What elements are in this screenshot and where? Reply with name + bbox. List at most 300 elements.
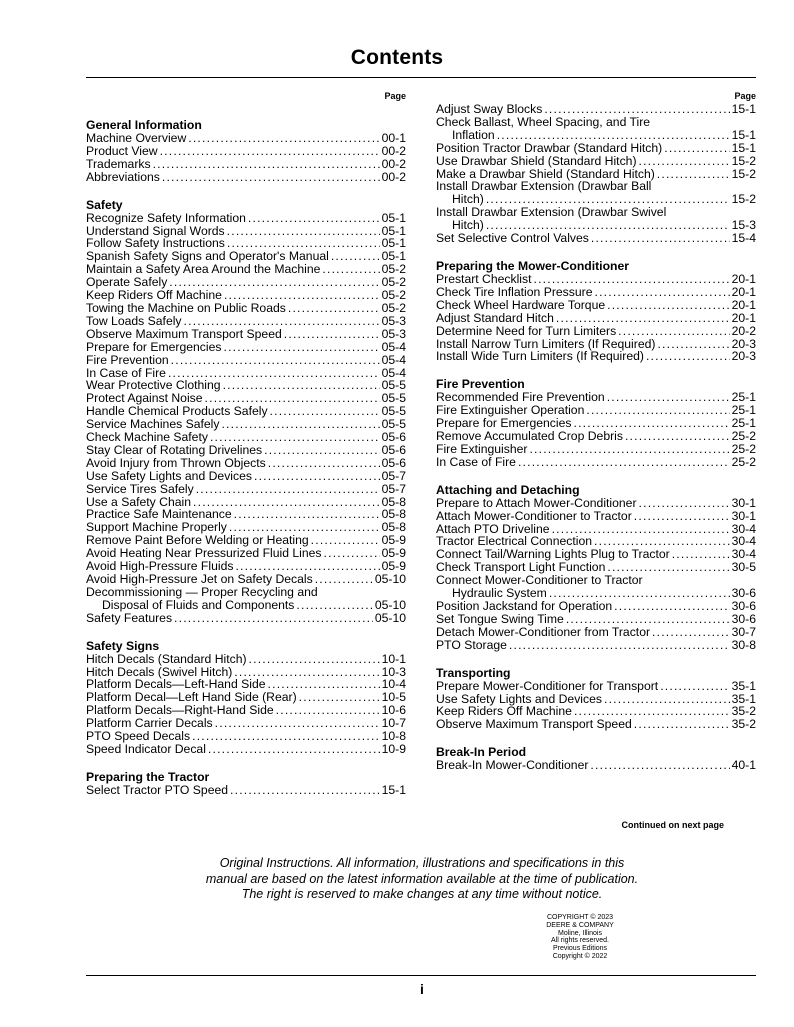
toc-entry[interactable] (86, 354, 406, 367)
toc-entry-page: 15-3 (731, 218, 756, 233)
toc-entry-label: Trademarks (86, 156, 151, 171)
toc-entry-label: Abbreviations (86, 169, 160, 184)
toc-entry-label: Check Transport Light Function (436, 560, 606, 575)
toc-entry-label: Use a Safety Chain (86, 494, 192, 509)
toc-entry-label: Service Tires Safely (86, 481, 194, 496)
leader-dots (534, 273, 730, 286)
toc-entry-page: 05-9 (381, 546, 406, 561)
leader-dots (171, 354, 380, 367)
toc-entry-label: Connect Mower-Conditioner to Tractor (436, 573, 643, 588)
toc-entry-label: Remove Paint Before Welding or Heating (86, 533, 309, 548)
leader-dots (276, 704, 380, 717)
toc-entry-page: 05-5 (381, 404, 406, 419)
toc-entry-label: Attach PTO Driveline (436, 521, 550, 536)
toc-entry[interactable] (436, 142, 756, 155)
leader-dots (188, 132, 379, 145)
section-title: Break-In Period (436, 745, 527, 760)
toc-entry-page: 05-2 (381, 288, 406, 303)
toc-entry-label: Keep Riders Off Machine (86, 288, 222, 303)
toc-entry-label: Avoid High-Pressure Jet on Safety Decals (86, 572, 313, 586)
toc-entry-label: PTO Storage (436, 637, 507, 652)
toc-entry-page: 05-3 (381, 326, 406, 341)
toc-entry-label: Position Tractor Drawbar (Standard Hitch) (436, 140, 663, 155)
toc-entry-page: 30-7 (731, 624, 756, 639)
toc-entry-page: 05-1 (381, 223, 406, 238)
toc-entry-label: Prepare for Emergencies (436, 416, 572, 431)
toc-entry-page: 35-2 (731, 717, 756, 732)
toc-entry-page: 30-6 (731, 586, 756, 601)
toc-entry-label: Avoid Injury from Thrown Objects (86, 455, 266, 470)
toc-entry-page: 05-6 (381, 455, 406, 470)
toc-entry-page: 10-5 (381, 690, 406, 705)
toc-entry-label-continued: Hitch) (452, 192, 484, 207)
toc-entry-page: 05-9 (381, 533, 406, 548)
toc-entry-page: 35-2 (731, 704, 756, 719)
toc-entry-page: 05-4 (381, 352, 406, 367)
page-title: Contents (350, 46, 444, 69)
section-title: Safety (86, 197, 123, 212)
leader-dots (160, 145, 380, 158)
toc-entry-page: 30-6 (731, 599, 756, 613)
toc-entry[interactable] (86, 328, 406, 341)
section-title: Safety Signs (86, 638, 160, 653)
toc-entry-page: 10-6 (381, 703, 406, 718)
toc-entry-label-continued: Inflation (452, 127, 495, 142)
notice-line: Original Instructions. All information, illustrations and specifications in this (219, 856, 625, 870)
leader-dots (196, 483, 380, 496)
toc-entry-label: PTO Speed Decals (86, 729, 191, 744)
toc-entry-label: Detach Mower-Conditioner from Tractor (436, 624, 651, 639)
section-title: Attaching and Detaching (436, 482, 580, 497)
toc-entry-page: 05-8 (381, 507, 406, 522)
toc-entry[interactable] (436, 443, 756, 456)
toc-entry[interactable] (436, 613, 756, 626)
toc-entry-label: Platform Carrier Decals (86, 716, 213, 731)
toc-entry-page: 20-1 (731, 271, 756, 286)
toc-entry-page: 25-1 (731, 390, 756, 405)
toc-entry-page: 05-9 (381, 559, 406, 574)
toc-entry-label: Set Selective Control Valves (436, 231, 589, 246)
leader-dots (324, 547, 380, 560)
leader-dots (634, 510, 730, 523)
leader-dots (614, 600, 729, 613)
toc-entry-label: Follow Safety Instructions (86, 236, 225, 251)
toc-entry-page: 30-6 (731, 611, 756, 626)
toc-entry-page: 40-1 (731, 758, 756, 773)
leader-dots (497, 129, 730, 142)
toc-entry-page: 15-2 (731, 153, 756, 168)
leader-dots (288, 302, 380, 315)
leader-dots (230, 784, 380, 797)
copyright-block (540, 914, 620, 961)
leader-dots (586, 404, 729, 417)
leader-dots (264, 444, 379, 457)
toc-entry-label: Attach Mower-Conditioner to Tractor (436, 508, 632, 523)
page-column-header: Page (384, 91, 406, 101)
toc-entry-page: 15-4 (731, 231, 756, 246)
toc-entry-page: 05-5 (381, 417, 406, 432)
leader-dots (657, 168, 730, 181)
toc-entry-page: 20-1 (731, 310, 756, 325)
toc-entry-page: 05-6 (381, 442, 406, 457)
toc-entry-label: Operate Safely (86, 275, 168, 290)
leader-dots (594, 286, 729, 299)
toc-entry-label: In Case of Fire (86, 365, 166, 380)
toc-entry-label: Keep Riders Off Machine (436, 704, 572, 719)
copyright-line: Previous Editions (552, 945, 608, 953)
toc-entry[interactable] (86, 212, 406, 225)
toc-entry-label: Position Jackstand for Operation (436, 599, 613, 613)
toc-entry[interactable] (436, 273, 756, 286)
toc-entry-page: 25-2 (731, 441, 756, 456)
leader-dots (208, 743, 380, 756)
toc-entry[interactable] (86, 784, 406, 797)
toc-entry[interactable] (436, 497, 756, 510)
toc-entry-page: 10-4 (381, 677, 406, 692)
toc-entry-page: 20-1 (731, 297, 756, 312)
leader-dots (221, 418, 379, 431)
leader-dots (296, 599, 372, 612)
toc-entry-label: Safety Features (86, 610, 173, 625)
toc-entry-label: Support Machine Properly (86, 520, 227, 535)
toc-entry[interactable] (436, 759, 756, 772)
toc-entry-label: Product View (86, 143, 158, 158)
toc-entry-label: Handle Chemical Products Safely (86, 404, 268, 419)
toc-entry[interactable] (436, 129, 756, 142)
toc-entry[interactable] (86, 470, 406, 483)
toc-right-column (436, 89, 756, 787)
toc-entry-label: Adjust Sway Blocks (436, 102, 543, 116)
leader-dots (657, 338, 729, 351)
toc-entry-label: Platform Decals—Left-Hand Side (86, 677, 266, 692)
toc-section (86, 119, 406, 184)
toc-entry-page: 05-2 (381, 275, 406, 290)
section-title: General Information (86, 118, 202, 132)
toc-entry-label: Prepare Mower-Conditioner for Transport (436, 678, 659, 693)
toc-entry[interactable] (86, 743, 406, 756)
toc-entry-page: 05-5 (381, 391, 406, 406)
toc-entry-page: 05-4 (381, 365, 406, 380)
bottom-rule (86, 975, 756, 976)
leader-dots (634, 718, 730, 731)
toc-entry[interactable] (86, 171, 406, 184)
toc-entry-page: 15-2 (731, 192, 756, 207)
leader-dots (625, 430, 730, 443)
toc-entry-page: 15-1 (731, 127, 756, 142)
leader-dots (184, 315, 380, 328)
leader-dots (174, 612, 373, 625)
leader-dots (529, 443, 729, 456)
toc-entry-page: 00-2 (381, 143, 406, 158)
toc-entry-page: 00-2 (381, 156, 406, 171)
toc-entry[interactable] (86, 158, 406, 171)
toc-entry-page: 05-10 (374, 572, 406, 586)
toc-entry-page: 00-2 (381, 169, 406, 184)
toc-entry-page: 20-3 (731, 336, 756, 351)
toc-entry-label: Install Narrow Turn Limiters (If Required) (436, 336, 656, 351)
toc-entry-page: 05-7 (381, 481, 406, 496)
toc-entry-page: 05-3 (381, 313, 406, 328)
toc-entry-label: Observe Maximum Transport Speed (86, 326, 282, 341)
toc-entry[interactable] (436, 680, 756, 693)
toc-entry-page: 05-2 (381, 262, 406, 277)
toc-entry-page: 05-2 (381, 300, 406, 315)
leader-dots (268, 457, 380, 470)
leader-dots (672, 548, 730, 561)
toc-entry-page: 10-1 (381, 651, 406, 666)
toc-entry[interactable] (436, 430, 756, 443)
toc-entry-page: 25-2 (731, 454, 756, 469)
toc-entry-label: Check Machine Safety (86, 430, 208, 445)
leader-dots (153, 158, 380, 171)
leader-dots (210, 431, 380, 444)
leader-dots (227, 225, 380, 238)
toc-entry-page: 10-8 (381, 729, 406, 744)
leader-dots (607, 391, 730, 404)
toc-entry-page: 30-1 (731, 495, 756, 510)
toc-entry[interactable] (436, 600, 756, 613)
leader-dots (590, 759, 729, 772)
toc-section (436, 667, 756, 732)
toc-entry[interactable] (436, 312, 756, 325)
toc-entry-page: 30-4 (731, 521, 756, 536)
toc-entry-label: Use Safety Lights and Devices (86, 468, 252, 483)
toc-entry-label: Check Tire Inflation Pressure (436, 284, 593, 299)
leader-dots (652, 626, 730, 639)
toc-entry[interactable] (86, 145, 406, 158)
toc-section (86, 771, 406, 797)
toc-entry-label: Make a Drawbar Shield (Standard Hitch) (436, 166, 655, 181)
toc-entry-page: 10-9 (381, 741, 406, 756)
toc-entry[interactable] (436, 510, 756, 523)
toc-entry-page: 05-1 (381, 236, 406, 251)
toc-entry-label: Connect Tail/Warning Lights Plug to Tractor (436, 547, 670, 562)
toc-entry-label: Fire Extinguisher (436, 441, 528, 456)
leader-dots (270, 405, 380, 418)
toc-entry-label: Hitch Decals (Swivel Hitch) (86, 664, 233, 679)
toc-entry-label: Spanish Safety Signs and Operator's Manual (86, 249, 329, 264)
toc-entry-page: 30-1 (731, 508, 756, 523)
toc-entry-page: 15-1 (381, 782, 406, 797)
toc-entry-page: 05-1 (381, 210, 406, 225)
toc-entry-page: 10-3 (381, 664, 406, 679)
toc-entry-page: 35-1 (731, 678, 756, 693)
toc-entry-page: 05-4 (381, 339, 406, 354)
toc-entry[interactable] (86, 483, 406, 496)
top-rule (86, 77, 756, 78)
leader-dots (591, 232, 730, 245)
toc-entry[interactable] (436, 639, 756, 652)
copyright-line: Moline, Illinois (558, 929, 602, 937)
toc-entry-label: Decommissioning — Proper Recycling and (86, 584, 318, 599)
toc-entry-label-continued: Hydraulic System (452, 586, 547, 601)
toc-entry[interactable] (86, 457, 406, 470)
toc-entry-page: 25-1 (731, 403, 756, 418)
toc-entry-page: 30-4 (731, 547, 756, 562)
notice-line: The right is reserved to make changes at any time without notice. (241, 887, 603, 901)
leader-dots (284, 328, 380, 341)
toc-entry[interactable] (436, 718, 756, 731)
toc-entry-label: Adjust Standard Hitch (436, 310, 554, 325)
toc-entry-page: 30-4 (731, 534, 756, 549)
toc-section (436, 746, 756, 772)
toc-entry[interactable] (86, 302, 406, 315)
toc-entry[interactable] (86, 444, 406, 457)
toc-entry-page: 25-1 (731, 416, 756, 431)
toc-entry[interactable] (86, 573, 406, 586)
section-title: Preparing the Mower-Conditioner (436, 258, 629, 273)
toc-entry-label: Observe Maximum Transport Speed (436, 717, 632, 732)
leader-dots (162, 171, 380, 184)
leader-dots (299, 691, 380, 704)
leader-dots (518, 456, 730, 469)
toc-entry-page: 05-10 (374, 597, 406, 612)
leader-dots (249, 653, 380, 666)
toc-entry-label: Towing the Machine on Public Roads (86, 300, 286, 315)
copyright-line: All rights reserved. (551, 937, 609, 945)
toc-entry-label: Stay Clear of Rotating Drivelines (86, 442, 263, 457)
toc-entry-label: Recommended Fire Prevention (436, 390, 605, 405)
copyright-line: COPYRIGHT © 2023 (546, 914, 614, 921)
toc-entry[interactable] (436, 286, 756, 299)
toc-entry-label: Set Tongue Swing Time (436, 611, 564, 626)
toc-entry-label: Tractor Electrical Connection (436, 534, 593, 549)
original-instructions-notice (0, 856, 794, 903)
toc-entry-label: Maintain a Safety Area Around the Machine (86, 262, 321, 277)
toc-entry-page: 25-2 (731, 429, 756, 444)
toc-entry[interactable] (86, 653, 406, 666)
toc-entry-label: Practice Safe Maintenance (86, 507, 232, 522)
toc-entry-label: Use Drawbar Shield (Standard Hitch) (436, 153, 637, 168)
toc-entry[interactable] (86, 341, 406, 354)
toc-entry[interactable] (86, 599, 406, 612)
leader-dots (660, 680, 729, 693)
toc-entry[interactable] (86, 431, 406, 444)
page-number: i (420, 981, 424, 997)
leader-dots (604, 693, 730, 706)
toc-entry-page: 20-2 (731, 323, 756, 338)
toc-entry-label: Tow Loads Safely (86, 313, 182, 328)
toc-entry-label: Prepare for Emergencies (86, 339, 222, 354)
toc-section (86, 640, 406, 756)
toc-entry-page: 05-10 (374, 610, 406, 625)
toc-entry-label-continued: Disposal of Fluids and Components (102, 597, 295, 612)
leader-dots (331, 250, 380, 263)
toc-entry-label: Install Wide Turn Limiters (If Required) (436, 349, 644, 364)
copyright-line: Copyright © 2022 (552, 952, 608, 960)
toc-entry[interactable] (436, 155, 756, 168)
toc-entry-label: Check Wheel Hardware Torque (436, 297, 606, 312)
toc-entry-label: Platform Decal—Left Hand Side (Rear) (86, 690, 297, 705)
toc-entry-page: 00-1 (381, 131, 406, 145)
toc-entry-label: Use Safety Lights and Devices (436, 691, 602, 706)
toc-entry-label: In Case of Fire (436, 454, 516, 469)
section-title: Preparing the Tractor (86, 769, 210, 784)
leader-dots (646, 350, 730, 363)
toc-section (436, 484, 756, 652)
leader-dots (607, 299, 729, 312)
toc-entry[interactable] (436, 232, 756, 245)
leader-dots (618, 325, 729, 338)
toc-entry-label: Check Ballast, Wheel Spacing, and Tire (436, 114, 651, 129)
toc-entry[interactable] (436, 456, 756, 469)
toc-entry-page: 10-7 (381, 716, 406, 731)
toc-entry-page: 15-1 (731, 102, 756, 116)
toc-entry-label: Remove Accumulated Crop Debris (436, 429, 623, 444)
toc-entry-label: Select Tractor PTO Speed (86, 782, 229, 797)
toc-entry-page: 20-1 (731, 284, 756, 299)
toc-entry-page: 05-7 (381, 468, 406, 483)
toc-entry-page: 20-3 (731, 349, 756, 364)
toc-entry-page: 05-8 (381, 494, 406, 509)
toc-entry-label: Hitch Decals (Standard Hitch) (86, 651, 247, 666)
toc-entry-label: Recognize Safety Information (86, 210, 246, 225)
toc-entry-label: Install Drawbar Extension (Drawbar Swivel (436, 205, 667, 220)
toc-entry-page: 30-5 (731, 560, 756, 575)
toc-entry-label: Service Machines Safely (86, 417, 220, 432)
leader-dots (234, 508, 380, 521)
toc-section (436, 378, 756, 468)
leader-dots (223, 379, 380, 392)
leader-dots (566, 613, 730, 626)
toc-entry-page: 35-1 (731, 691, 756, 706)
toc-entry-label: Determine Need for Turn Limiters (436, 323, 617, 338)
toc-entry[interactable] (436, 325, 756, 338)
toc-section (436, 260, 756, 363)
toc-entry-label: Fire Prevention (86, 352, 169, 367)
toc-section (436, 103, 756, 245)
toc-entry-label: Install Drawbar Extension (Drawbar Ball (436, 179, 652, 194)
leader-dots (639, 497, 730, 510)
toc-entry-label: Speed Indicator Decal (86, 741, 206, 756)
toc-entry[interactable] (436, 299, 756, 312)
leader-dots (509, 639, 730, 652)
toc-entry-page: 05-5 (381, 378, 406, 393)
toc-entry[interactable] (436, 103, 756, 116)
toc-entry-label: Avoid High-Pressure Fluids (86, 559, 234, 574)
leader-dots (254, 470, 380, 483)
toc-entry[interactable] (86, 132, 406, 145)
leader-dots (315, 573, 373, 586)
leader-dots (215, 717, 380, 730)
toc-entry-label: Fire Extinguisher Operation (436, 403, 585, 418)
toc-left-column (86, 89, 406, 812)
leader-dots (248, 212, 380, 225)
toc-entry-label: Protect Against Noise (86, 391, 203, 406)
toc-entry[interactable] (436, 626, 756, 639)
leader-dots (639, 155, 730, 168)
toc-entry-page: 05-8 (381, 520, 406, 535)
toc-entry-label: Prepare to Attach Mower-Conditioner (436, 495, 637, 510)
copyright-line: DEERE & COMPANY (546, 921, 614, 929)
toc-entry[interactable] (436, 350, 756, 363)
toc-entry-label: Platform Decals—Right-Hand Side (86, 703, 274, 718)
toc-entry-page: 05-6 (381, 430, 406, 445)
toc-entry[interactable] (86, 612, 406, 625)
section-title: Fire Prevention (436, 377, 525, 392)
toc-entry-label: Machine Overview (86, 131, 187, 145)
toc-entry-page: 15-1 (731, 140, 756, 155)
toc-entry-label: Prestart Checklist (436, 271, 532, 286)
notice-line: manual are based on the latest information available at the time of publication. (205, 871, 639, 886)
toc-entry-label: Understand Signal Words (86, 223, 225, 238)
toc-entry-label: Wear Protective Clothing (86, 378, 221, 393)
toc-entry[interactable] (86, 315, 406, 328)
toc-section (86, 199, 406, 625)
toc-entry-page: 05-1 (381, 249, 406, 264)
leader-dots (544, 103, 729, 116)
toc-entry-page: 30-8 (731, 637, 756, 652)
